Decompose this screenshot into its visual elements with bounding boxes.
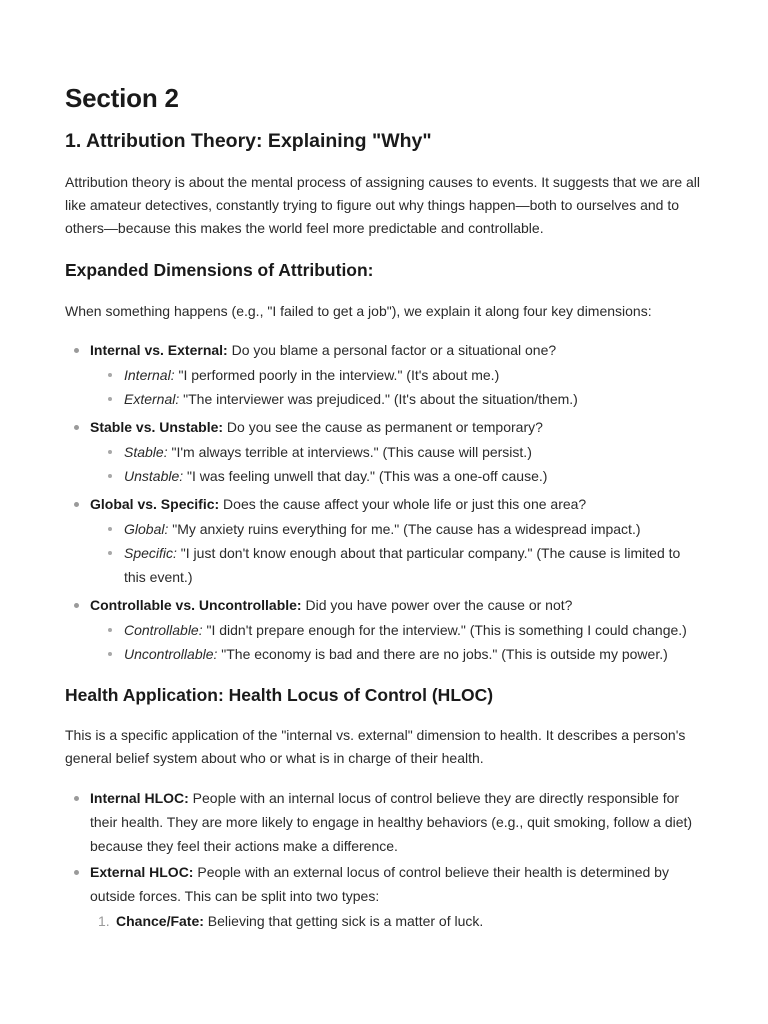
- dimension-term: Stable vs. Unstable:: [90, 419, 224, 435]
- example-text: "I just don't know enough about that particular company." (The cause is limited to this event.): [124, 545, 681, 585]
- hloc-item: [65, 860, 702, 933]
- dimension-examples: [90, 363, 702, 411]
- hloc-heading: Health Application: Health Locus of Control (HLOC): [65, 685, 494, 705]
- example-label: Specific:: [124, 545, 177, 561]
- dimensions-list: [65, 338, 702, 666]
- example-text: "The interviewer was prejudiced." (It's about the situation/them.): [179, 391, 578, 407]
- example-item: [90, 464, 702, 488]
- example-label: Stable:: [124, 444, 168, 460]
- example-item: [90, 517, 702, 541]
- topic-title: 1. Attribution Theory: Explaining "Why": [65, 130, 432, 152]
- hloc-description: People with an external locus of control believe their health is determined by outside forces. This can be split into two types:: [90, 864, 669, 904]
- example-label: Internal:: [124, 367, 175, 383]
- example-text: "I'm always terrible at interviews." (This cause will persist.): [167, 444, 532, 460]
- dimension-question: Does the cause affect your whole life or just this one area?: [219, 496, 587, 512]
- dimension-examples: [90, 618, 702, 666]
- hloc-types-list: [90, 909, 702, 933]
- dimension-item: [65, 338, 702, 411]
- example-item: [90, 387, 702, 411]
- example-item: [90, 618, 702, 642]
- hloc-type-term: Chance/Fate:: [116, 913, 204, 929]
- dimension-term: Controllable vs. Uncontrollable:: [90, 597, 302, 613]
- section-title: Section 2: [65, 83, 179, 113]
- hloc-type-item: [90, 909, 702, 933]
- example-item: [90, 541, 702, 589]
- hloc-description: People with an internal locus of control believe they are directly responsible for their health. They are more likely to engage in healthy behaviors (e.g., quit smoking, follow a diet) because they feel their actions make a difference.: [90, 790, 693, 854]
- example-text: "The economy is bad and there are no jobs." (This is outside my power.): [217, 646, 668, 662]
- hloc-term: External HLOC:: [90, 864, 194, 880]
- dimension-item: [65, 492, 702, 589]
- example-item: [90, 642, 702, 666]
- dimension-question: Do you blame a personal factor or a situational one?: [227, 342, 557, 358]
- dimension-item: [65, 593, 702, 666]
- example-text: "My anxiety ruins everything for me." (The cause has a widespread impact.): [168, 521, 641, 537]
- hloc-term: Internal HLOC:: [90, 790, 189, 806]
- hloc-type-text: Believing that getting sick is a matter of luck.: [203, 913, 484, 929]
- dimension-term: Global vs. Specific:: [90, 496, 220, 512]
- dimensions-heading: Expanded Dimensions of Attribution:: [65, 260, 374, 280]
- example-label: External:: [124, 391, 180, 407]
- hloc-intro-paragraph: This is a specific application of the "internal vs. external" dimension to health. It describes a person's general belief system about who or what is in charge of their health.: [65, 727, 686, 766]
- topic-intro-paragraph: Attribution theory is about the mental process of assigning causes to events. It suggests that we are all like amateur detectives, constantly trying to figure out why things happen—both to ourselves and to others—because this makes the world feel more predictable and controllable.: [65, 174, 701, 236]
- example-text: "I didn't prepare enough for the interview." (This is something I could change.): [202, 622, 687, 638]
- example-item: [90, 440, 702, 464]
- list-number: 1.: [98, 913, 110, 929]
- example-label: Uncontrollable:: [124, 646, 218, 662]
- dimension-examples: [90, 440, 702, 488]
- dimensions-intro-paragraph: When something happens (e.g., "I failed to get a job"), we explain it along four key dimensions:: [65, 303, 652, 319]
- example-text: "I was feeling unwell that day." (This was a one-off cause.): [183, 468, 548, 484]
- example-text: "I performed poorly in the interview." (It's about me.): [174, 367, 500, 383]
- hloc-item: [65, 786, 702, 858]
- dimension-question: Did you have power over the cause or not?: [301, 597, 573, 613]
- dimension-examples: [90, 517, 702, 589]
- dimension-item: [65, 415, 702, 488]
- example-label: Global:: [124, 521, 169, 537]
- example-item: [90, 363, 702, 387]
- example-label: Controllable:: [124, 622, 203, 638]
- hloc-list: [65, 786, 702, 933]
- dimension-question: Do you see the cause as permanent or temporary?: [223, 419, 543, 435]
- dimension-term: Internal vs. External:: [90, 342, 228, 358]
- example-label: Unstable:: [124, 468, 184, 484]
